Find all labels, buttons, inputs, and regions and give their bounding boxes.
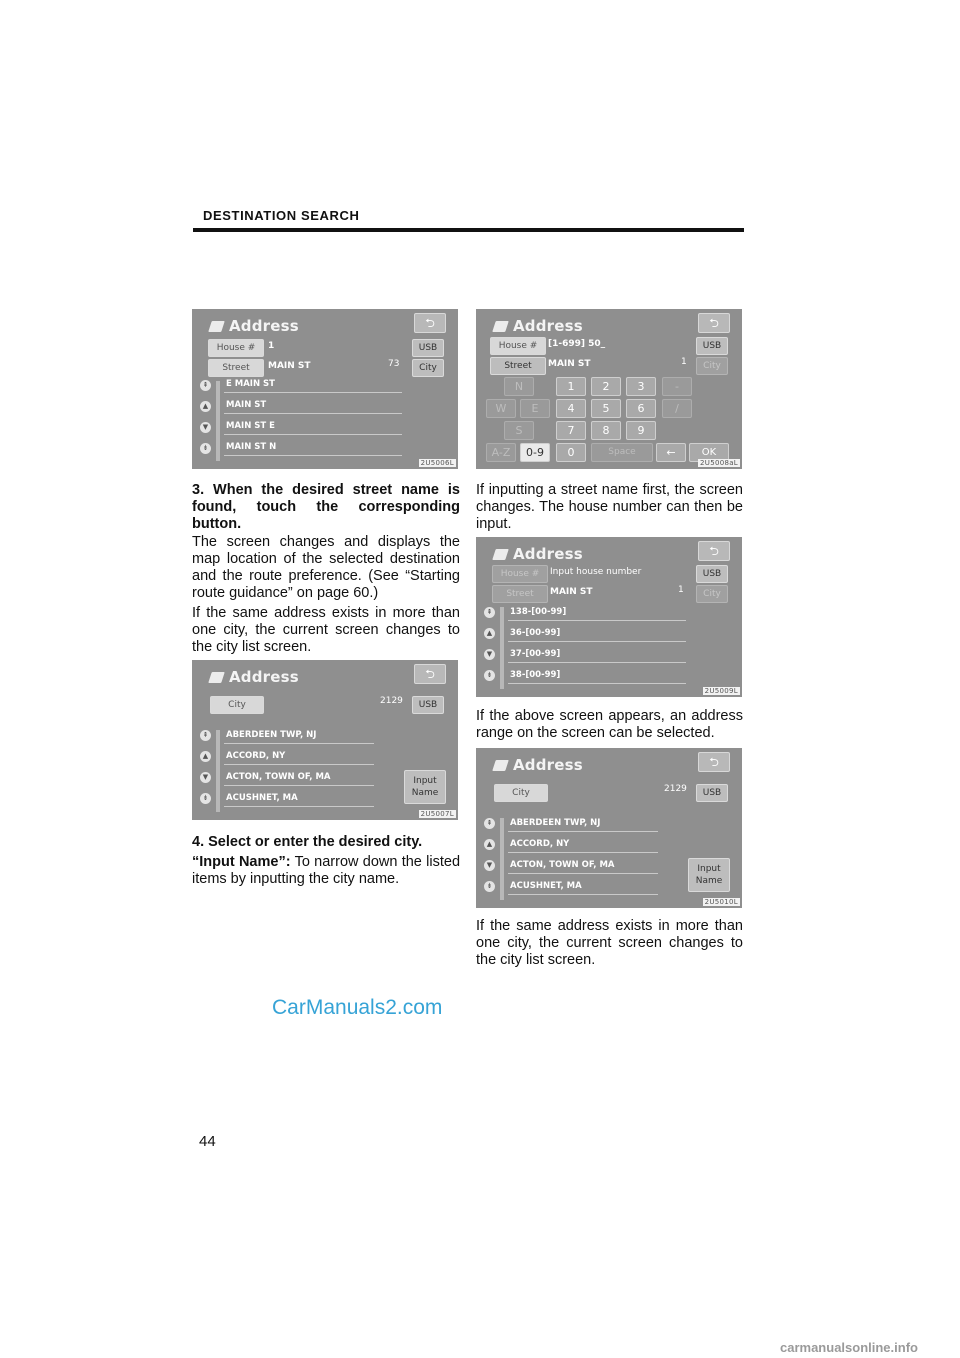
back-button[interactable]: ⮌ [414, 664, 446, 684]
list-item[interactable]: E MAIN ST [224, 377, 402, 393]
scroll-track [216, 730, 220, 812]
page-down-icon[interactable]: ⇟ [484, 670, 495, 681]
list-item[interactable]: ABERDEEN TWP, NJ [508, 816, 658, 832]
page-up-icon[interactable]: ⇞ [200, 730, 211, 741]
back-button[interactable]: ⮌ [698, 752, 730, 772]
usb-button[interactable]: USB [696, 337, 728, 355]
city-button[interactable]: City [494, 784, 548, 802]
address-icon [208, 321, 225, 332]
input-name-description [192, 854, 460, 888]
section-title: DESTINATION SEARCH [203, 208, 360, 223]
list-item[interactable]: ABERDEEN TWP, NJ [224, 728, 374, 744]
scroll-track [500, 607, 504, 689]
usb-button[interactable]: USB [412, 339, 444, 357]
watermark-link[interactable]: CarManuals2.com [272, 996, 443, 1019]
screenshot-street-list [192, 309, 458, 469]
list-item[interactable]: 38-[00-99] [508, 668, 686, 684]
city-button[interactable]: City [696, 357, 728, 375]
figure-code: 2U5007L [420, 810, 454, 818]
key-8[interactable]: 8 [591, 421, 621, 440]
input-name-text: To narrow down the listed items by inputting the city name. [192, 854, 461, 887]
figure-code: 2U5008aL [700, 459, 738, 467]
list-item[interactable]: ACTON, TOWN OF, MA [508, 858, 658, 874]
scroll-down-icon[interactable]: ▼ [484, 649, 495, 660]
paragraph: The screen changes and displays the map location of the selected destination and the route preference. (See “Starting route guidance” on page 60.) [192, 534, 460, 601]
usb-button[interactable]: USB [696, 784, 728, 802]
backspace-key[interactable]: ← [656, 443, 686, 462]
result-count: 1 [681, 357, 687, 367]
result-count: 2129 [664, 784, 687, 794]
back-button[interactable]: ⮌ [698, 313, 730, 333]
scroll-track [216, 381, 220, 461]
figure-code: 2U5009L [704, 687, 738, 695]
result-count: 73 [388, 359, 400, 369]
input-name-term: “Input Name”: [192, 854, 291, 870]
page-down-icon[interactable]: ⇟ [200, 443, 211, 454]
address-icon [492, 549, 509, 560]
scroll-down-icon[interactable]: ▼ [484, 860, 495, 871]
page-down-icon[interactable]: ⇟ [484, 881, 495, 892]
figure-code: 2U5010L [704, 898, 738, 906]
address-icon [208, 672, 225, 683]
usb-button[interactable]: USB [696, 565, 728, 583]
house-number-button[interactable]: House # [490, 337, 546, 355]
street-button[interactable]: Street [492, 585, 548, 603]
list-item[interactable]: 36-[00-99] [508, 626, 686, 642]
scroll-down-icon[interactable]: ▼ [200, 772, 211, 783]
result-count: 1 [678, 585, 684, 595]
key-6[interactable]: 6 [626, 399, 656, 418]
street-value: MAIN ST [268, 361, 311, 371]
city-button[interactable]: City [210, 696, 264, 714]
scroll-up-icon[interactable]: ▲ [484, 839, 495, 850]
city-button[interactable]: City [412, 359, 444, 377]
key-e[interactable]: E [520, 399, 550, 418]
page-up-icon[interactable]: ⇞ [200, 380, 211, 391]
house-number-value: 1 [268, 341, 275, 351]
key-4[interactable]: 4 [556, 399, 586, 418]
list-item[interactable]: MAIN ST [224, 398, 402, 414]
house-number-value: Input house number [550, 567, 642, 577]
screenshot-city-list [192, 660, 458, 820]
step-4-heading: 4. Select or enter the desired city. [192, 834, 423, 850]
paragraph: If inputting a street name first, the screen changes. The house number can then be input. [476, 482, 743, 532]
street-button[interactable]: Street [208, 359, 264, 377]
page-down-icon[interactable]: ⇟ [200, 793, 211, 804]
scroll-up-icon[interactable]: ▲ [200, 401, 211, 412]
key-a-z[interactable]: A-Z [486, 443, 516, 462]
list-item[interactable]: ACCORD, NY [224, 749, 374, 765]
key-9[interactable]: 9 [626, 421, 656, 440]
key-7[interactable]: 7 [556, 421, 586, 440]
list-item[interactable]: MAIN ST E [224, 419, 402, 435]
list-item[interactable]: ACCORD, NY [508, 837, 658, 853]
address-icon [492, 760, 509, 771]
input-name-label-2: Name [411, 788, 439, 798]
street-value: MAIN ST [550, 587, 593, 597]
header-rule [193, 228, 744, 232]
screenshot-house-number-keypad [476, 309, 742, 469]
screen-title: Address [513, 317, 583, 335]
ok-button[interactable]: OK [689, 443, 729, 462]
input-name-label-2: Name [695, 876, 723, 886]
house-number-value: [1-699] 50_ [548, 339, 606, 349]
key-3[interactable]: 3 [626, 377, 656, 396]
key-slash[interactable]: / [662, 399, 692, 418]
screen-title: Address [229, 668, 299, 686]
scroll-up-icon[interactable]: ▲ [484, 628, 495, 639]
screen-title: Address [513, 545, 583, 563]
figure-code: 2U5006L [420, 459, 454, 467]
house-number-button[interactable]: House # [492, 565, 548, 583]
input-name-button[interactable] [404, 770, 446, 804]
key-n[interactable]: N [504, 377, 534, 396]
key-0[interactable]: 0 [556, 443, 586, 462]
footer-watermark: carmanualsonline.info [780, 1340, 918, 1355]
back-button[interactable]: ⮌ [698, 541, 730, 561]
input-name-label-1: Input [697, 864, 721, 874]
key-dash[interactable]: - [662, 377, 692, 396]
key-5[interactable]: 5 [591, 399, 621, 418]
paragraph: If the same address exists in more than one city, the current screen changes to the city list screen. [192, 605, 460, 655]
page-up-icon[interactable]: ⇞ [484, 607, 495, 618]
screenshot-house-range-list [476, 537, 742, 697]
step-3-heading: 3. When the desired street name is found, touch the corresponding button. [192, 482, 460, 532]
list-item[interactable]: ACUSHNET, MA [508, 879, 658, 895]
list-item[interactable]: ACUSHNET, MA [224, 791, 374, 807]
scroll-down-icon[interactable]: ▼ [200, 422, 211, 433]
usb-button[interactable]: USB [412, 696, 444, 714]
input-name-button[interactable] [688, 858, 730, 892]
house-number-button[interactable]: House # [208, 339, 264, 357]
key-w[interactable]: W [486, 399, 516, 418]
list-item[interactable]: MAIN ST N [224, 440, 402, 456]
list-item[interactable]: 37-[00-99] [508, 647, 686, 663]
street-button[interactable]: Street [490, 357, 546, 375]
address-icon [492, 321, 509, 332]
screen-title: Address [513, 756, 583, 774]
key-space[interactable]: Space [591, 443, 653, 462]
back-button[interactable]: ⮌ [414, 313, 446, 333]
key-2[interactable]: 2 [591, 377, 621, 396]
scroll-track [500, 818, 504, 900]
city-button[interactable]: City [696, 585, 728, 603]
screen-title: Address [229, 317, 299, 335]
screenshot-city-list-2 [476, 748, 742, 908]
paragraph: If the same address exists in more than one city, the current screen changes to the city list screen. [476, 918, 743, 968]
street-value: MAIN ST [548, 359, 591, 369]
result-count: 2129 [380, 696, 403, 706]
key-0-9[interactable]: 0-9 [520, 443, 550, 462]
input-name-label-1: Input [413, 776, 437, 786]
list-item[interactable]: 138-[00-99] [508, 605, 686, 621]
list-item[interactable]: ACTON, TOWN OF, MA [224, 770, 374, 786]
paragraph: If the above screen appears, an address range on the screen can be selected. [476, 708, 743, 741]
page-number: 44 [199, 1133, 216, 1150]
page-up-icon[interactable]: ⇞ [484, 818, 495, 829]
key-s[interactable]: S [504, 421, 534, 440]
scroll-up-icon[interactable]: ▲ [200, 751, 211, 762]
key-1[interactable]: 1 [556, 377, 586, 396]
